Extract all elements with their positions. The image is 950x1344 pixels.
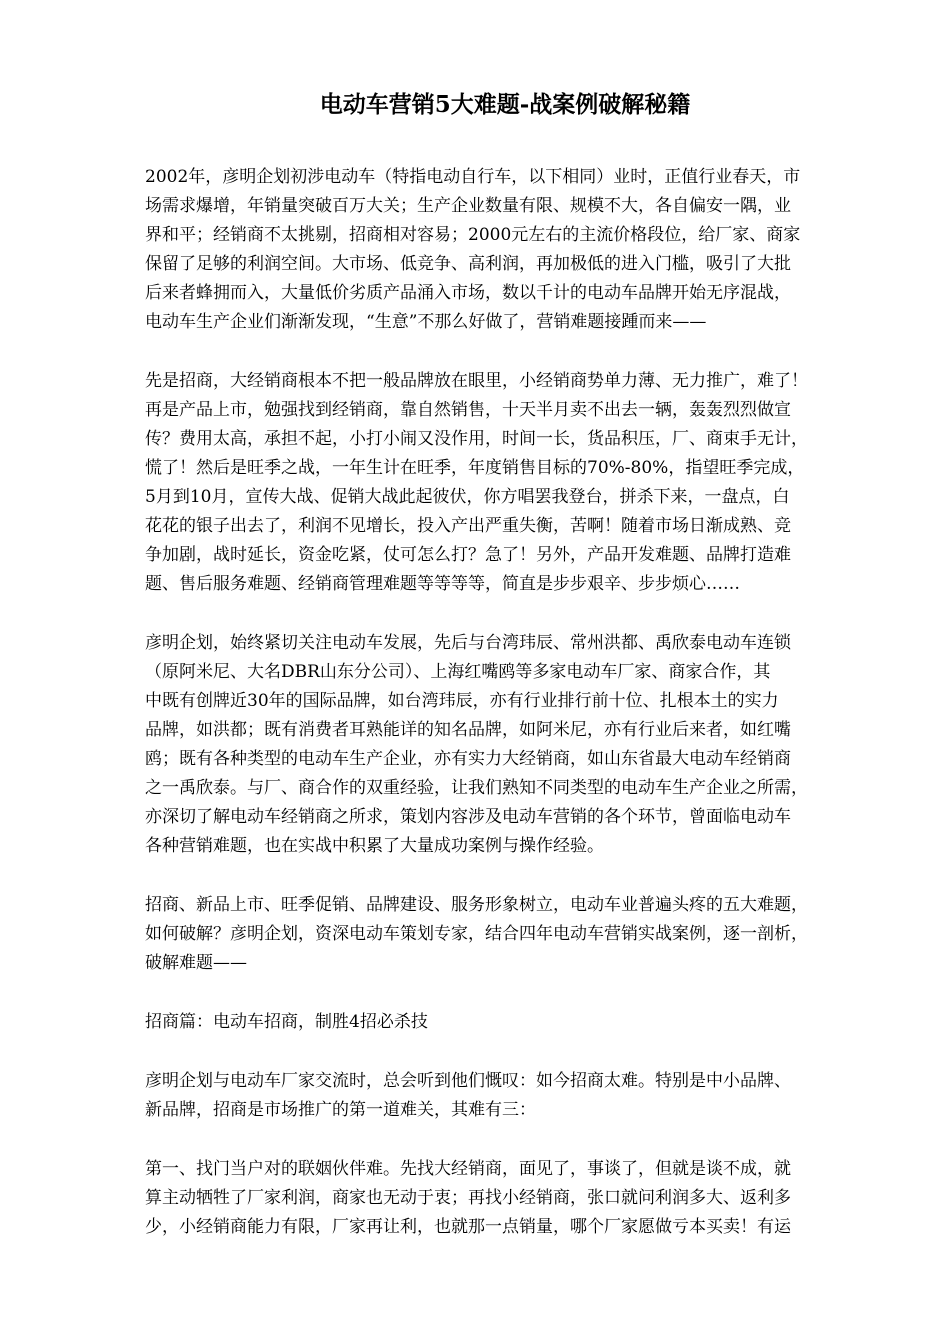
text-line: 算主动牺牲了厂家利润，商家也无动于衷；再找小经销商，张口就问利润多大、返利多 <box>145 1188 791 1208</box>
text-line: 彦明企划与电动车厂家交流时，总会听到他们慨叹：如今招商太难。特别是中小品牌、 <box>145 1071 791 1091</box>
text-line: 新品牌，招商是市场推广的第一道难关，其难有三： <box>145 1100 536 1120</box>
text-line: 花花的银子出去了，利润不见增长，投入产出严重失衡，苦啊！随着市场日渐成熟、竞 <box>145 516 791 536</box>
text-line: 第一、找门当户对的联姻伙伴难。先找大经销商，面见了，事谈了，但就是谈不成，就 <box>145 1159 791 1179</box>
paragraph-difficulties <box>145 367 890 599</box>
text-line: 如何破解？彦明企划，资深电动车策划专家，结合四年电动车营销实战案例，逐一剖析， <box>145 924 808 944</box>
text-line: 争加剧，战时延长，资金吃紧，仗可怎么打？急了！另外，产品开发难题、品牌打造难 <box>145 545 791 565</box>
text-line: 再是产品上市，勉强找到经销商，靠自然销售，十天半月卖不出去一辆，轰轰烈烈做宣 <box>145 400 791 420</box>
paragraph-experience <box>145 629 890 861</box>
text-line: 传？费用太高，承担不起，小打小闹又没作用，时间一长，货品积压，厂、商束手无计， <box>145 429 808 449</box>
document-title: 电动车营销5大难题-战案例破解秘籍 <box>319 91 691 118</box>
text-line: 题、售后服务难题、经销商管理难题等等等等，简直是步步艰辛、步步烦心…… <box>145 574 740 594</box>
text-line: 彦明企划，始终紧切关注电动车发展，先后与台湾玮辰、常州洪都、禹欣泰电动车连锁 <box>145 633 791 653</box>
text-line: 界和平；经销商不太挑剔，招商相对容易；2000元左右的主流价格段位，给厂家、商家 <box>145 225 801 245</box>
paragraph-five-problems <box>145 891 890 978</box>
section-heading-recruitment <box>145 1008 890 1037</box>
text-line: 破解难题—— <box>145 953 247 973</box>
document-body <box>145 163 890 1272</box>
text-line: 鸥；既有各种类型的电动车生产企业，亦有实力大经销商，如山东省最大电动车经销商 <box>145 749 791 769</box>
text-line: 招商、新品上市、旺季促销、品牌建设、服务形象树立，电动车业普遍头疼的五大难题， <box>145 895 808 915</box>
text-line: 品牌，如洪都；既有消费者耳熟能详的知名品牌，如阿米尼，亦有行业后来者，如红嘴 <box>145 720 791 740</box>
text-line: 招商篇：电动车招商，制胜4招必杀技 <box>145 1012 428 1032</box>
text-line: 保留了足够的利润空间。大市场、低竞争、高利润，再加极低的进入门槛，吸引了大批 <box>145 254 791 274</box>
paragraph-intro <box>145 163 890 337</box>
paragraph-first-difficulty <box>145 1155 890 1242</box>
text-line: 中既有创牌近30年的国际品牌，如台湾玮辰，亦有行业排行前十位、扎根本土的实力 <box>145 691 779 711</box>
text-line: 慌了！然后是旺季之战，一年生计在旺季，年度销售目标的70%-80%，指望旺季完成， <box>145 458 805 478</box>
text-line: 亦深切了解电动车经销商之所求，策划内容涉及电动车营销的各个环节，曾面临电动车 <box>145 807 791 827</box>
text-line: 少，小经销商能力有限，厂家再让利，也就那一点销量，哪个厂家愿做亏本买卖！有运 <box>145 1217 791 1237</box>
paragraph-recruitment-intro <box>145 1067 890 1125</box>
text-line: 电动车生产企业们渐渐发现，“生意”不那么好做了，营销难题接踵而来—— <box>145 312 707 332</box>
text-line: 之一禹欣泰。与厂、商合作的双重经验，让我们熟知不同类型的电动车生产企业之所需， <box>145 778 808 798</box>
text-line: 各种营销难题，也在实战中积累了大量成功案例与操作经验。 <box>145 836 604 856</box>
text-line: 场需求爆增，年销量突破百万大关；生产企业数量有限、规模不大，各自偏安一隅，业 <box>145 196 791 216</box>
text-line: 2002年，彦明企划初涉电动车（特指电动自行车，以下相同）业时，正值行业春天，市 <box>145 167 801 187</box>
text-line: 后来者蜂拥而入，大量低价劣质产品涌入市场，数以千计的电动车品牌开始无序混战， <box>145 283 791 303</box>
text-line: 5月到10月，宣传大战、促销大战此起彼伏，你方唱罢我登台，拼杀下来，一盘点，白 <box>145 487 790 507</box>
text-line: 先是招商，大经销商根本不把一般品牌放在眼里，小经销商势单力薄、无力推广，难了！ <box>145 371 808 391</box>
text-line: （原阿米尼、大名DBR山东分公司）、上海红嘴鸥等多家电动车厂家、商家合作，其 <box>145 662 771 682</box>
